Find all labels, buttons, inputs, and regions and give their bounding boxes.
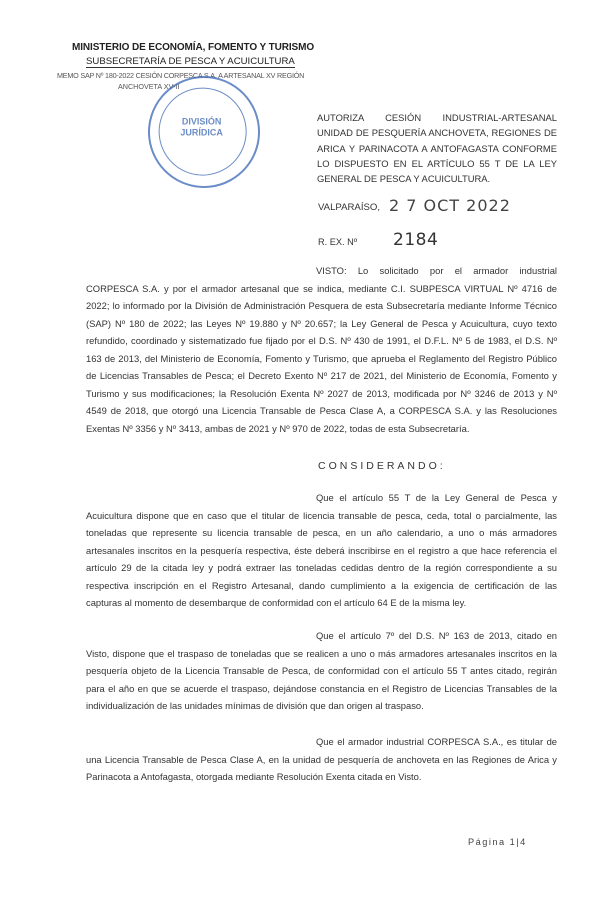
ministry-heading: MINISTERIO DE ECONOMÍA, FOMENTO Y TURISMO [72, 42, 315, 53]
considerando-paragraph-3: Que el armador industrial CORPESCA S.A., es titular de una Licencia Transable de Pesca Clase A, en la unidad de pesquería de anchoveta en las Regiones de Arica y Parinacota a Antofagasta, otorgada mediante Resolución Exenta citada en Visto. [86, 736, 557, 782]
subsecretaria-text: SUBSECRETARÍA DE PESCA Y ACUICULTURA [86, 56, 295, 67]
rex-number: 2184 [393, 230, 439, 250]
considerando-paragraph-2: Que el artículo 7º del D.S. Nº 163 de 2013, citado en Visto, dispone que el traspaso de toneladas que se realicen a uno o más armadores artesanales inscritos en la pesquería objeto de la Licencia Transable de Pesca, de conformidad con el artículo 55 T antes citado, regirán para el año en que se acuerde el traspaso, dejándose constancia en el Registro de Licencias Transables de la individualización de las unidades mínimas de división que dan origen al traspaso. [86, 630, 557, 711]
resolution-date: 2 7 OCT 2022 [389, 196, 511, 215]
memo-reference-line2: ANCHOVETA XV-II [118, 82, 180, 91]
considerando-heading: CONSIDERANDO: [318, 460, 446, 472]
stamp-line1: DIVISIÓN [181, 116, 222, 127]
city-label: VALPARAÍSO, [318, 202, 381, 213]
memo-reference: MEMO SAP Nº 180-2022 CESIÓN CORPESCA S.A. A ARTESANAL XV REGIÓN [57, 71, 305, 80]
visto-paragraph: VISTO: Lo solicitado por el armador industrial CORPESCA S.A. y por el armador artesanal que se indica, mediante C.I. SUBPESCA VIRTUAL Nº 4716 de 2022; lo informado por la División de Administración Pesquera de esta Subsecretaría mediante Informe Técnico (SAP) Nº 180 de 2022; las Leyes Nº 19.880 y Nº 20.657; la Ley General de Pesca y Acuicultura, cuyo texto refundido, coordinado y sistematizado fue fijado por el D.S. Nº 430 de 1991, el D.F.L. Nº 5 de 1983, el D.S. Nº 163 de 2013, del Ministerio de Economía, Fomento y Turismo, que aprueba el Reglamento del Registro Público de Licencias Transables de Pesca; el Decreto Exento Nº 217 de 2021, del Ministerio de Economía, Fomento y Turismo y sus modificaciones; la Resolución Exenta Nº 2027 de 2013, modificada por Nº 3246 de 2013 y Nº 4549 de 2018, que otorgó una Licencia Transable de Pesca Clase A, a CORPESCA S.A. y las Resoluciones Exentas Nº 3356 y Nº 3413, ambas de 2021 y Nº 970 de 2022, todas de esta Subsecretaría. [86, 265, 557, 434]
resolution-title: AUTORIZA CESIÓN INDUSTRIAL-ARTESANAL UNIDAD DE PESQUERÍA ANCHOVETA, REGIONES DE ARICA Y PARINACOTA A ANTOFAGASTA CONFORME LO DISPUESTO EN EL ARTÍCULO 55 T DE LA LEY GENERAL DE PESCA Y ACUICULTURA. [317, 112, 557, 185]
subsecretaria-heading [86, 56, 295, 67]
considerando-paragraph-1: Que el artículo 55 T de la Ley General de Pesca y Acuicultura dispone que en caso que el titular de licencia transable de pesca, ceda, total o parcialmente, las toneladas que represente su licencia transable de pesca, en un año calendario, a uno o más armadores artesanales inscritos en la pesquería respectiva, éste deberá inscribirse en el registro a que hace referencia el artículo 29 de la citada ley y podrá extraer las toneladas cedidas dentro de la región correspondiente a su respectiva inscripción en el Registro Artesanal, dando cumplimiento a la exigencia de certificación de las capturas al momento de desembarque de conformidad con el artículo 64 E de la misma ley. [86, 492, 557, 608]
stamp-line2: JURÍDICA [180, 127, 223, 138]
stamp-text [148, 117, 256, 139]
rex-label: R. EX. Nº [318, 237, 358, 247]
page-number: Página 1|4 [468, 837, 527, 847]
